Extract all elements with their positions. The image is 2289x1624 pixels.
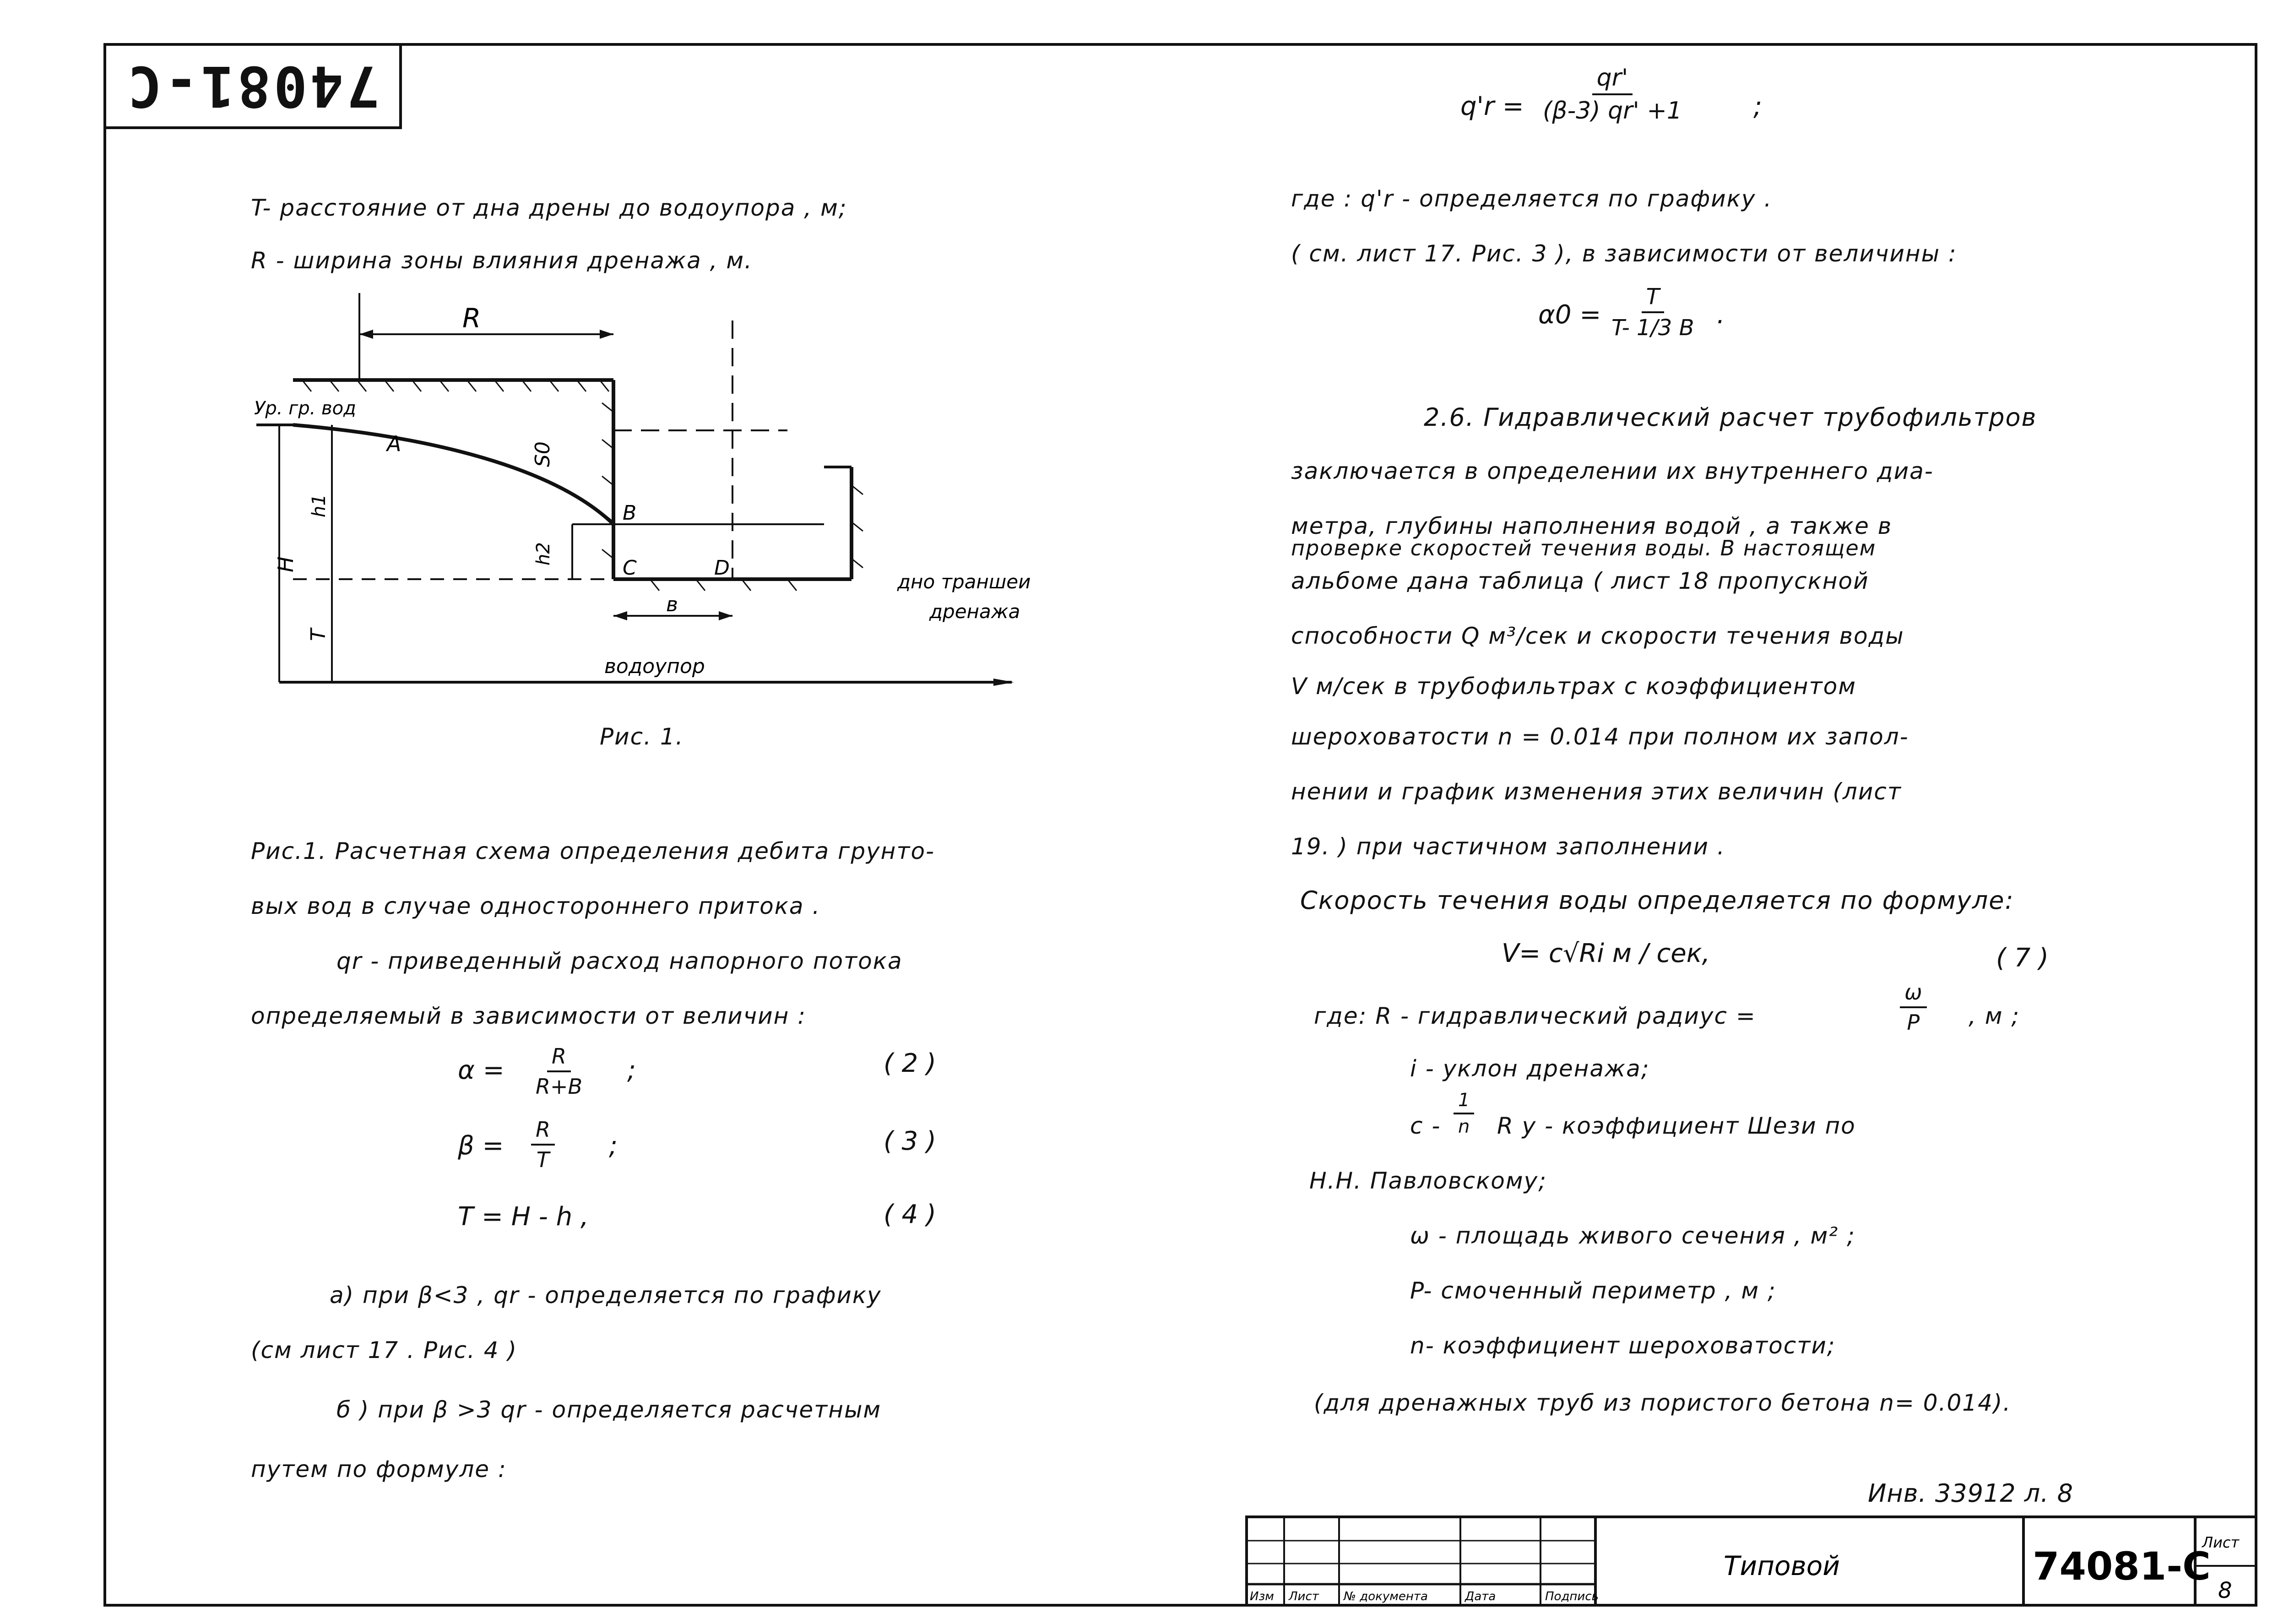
label-A: A <box>387 431 401 456</box>
note-porous-concrete: (для дренажных труб из пористого бетона n= 0.014). <box>1314 1390 2012 1416</box>
stamp-code: 74081-C <box>125 54 380 119</box>
case-b-line1: б ) при β >3 qr - определяется расчетным <box>336 1396 882 1423</box>
definition-R: R - ширина зоны влияния дренажа , м. <box>251 247 753 274</box>
eq7-text: V= c√Ri м / сек, <box>1502 939 1710 968</box>
section-2-6-line8: нении и график изменения этих величин (лист <box>1291 778 1902 805</box>
label-R: R <box>462 303 481 334</box>
tb-header-sign: Подпись <box>1545 1590 1599 1603</box>
case-a-line1: а) при β<3 , qr - определяется по графику <box>330 1282 882 1309</box>
definition-T: T- расстояние от дна дрены до водоупора , м; <box>251 195 847 221</box>
where-R-den: P <box>1907 1010 1920 1035</box>
where-R-text: где: R - гидравлический радиус = <box>1314 1003 1756 1029</box>
section-2-6-line4: альбоме дана таблица ( лист 18 пропускной <box>1291 568 1869 594</box>
section-2-6-line3a: метра, глубины наполнения водой , а также в <box>1291 513 1893 539</box>
eq-top-lhs: q'r = <box>1460 92 1524 121</box>
eq2-fraction <box>531 1044 587 1099</box>
eq3-den: T <box>536 1147 550 1172</box>
figure-caption: Рис. 1. <box>600 723 684 750</box>
eq-alpha0-tail: . <box>1717 300 1725 330</box>
where-c-pre: c - <box>1410 1113 1441 1139</box>
tb-sheet-number: 8 <box>2218 1578 2232 1603</box>
eq2-den: R+B <box>536 1074 583 1099</box>
eq3-num: R <box>531 1117 555 1146</box>
tb-type-label: Типовой <box>1724 1550 1840 1581</box>
eq-alpha0-fraction <box>1607 284 1699 341</box>
where-c-den: n <box>1458 1116 1470 1137</box>
eq2-num: R <box>547 1044 571 1072</box>
speed-formula-intro: Скорость течения воды определяется по формуле: <box>1300 886 2014 915</box>
label-h1: h1 <box>309 494 330 517</box>
section-2-6-line2: заключается в определении их внутреннего диа- <box>1291 458 1934 484</box>
tb-header-doc: № документа <box>1344 1590 1428 1603</box>
where-R-num: ω <box>1900 980 1927 1008</box>
eq-top-tail: ; <box>1753 92 1762 121</box>
section-2-6-line3b: проверке скоростей течения воды. В настоящем <box>1291 536 1877 560</box>
label-B: B <box>623 501 637 525</box>
where-c-post: R y - коэффициент Шези по <box>1497 1113 1856 1139</box>
eq-top-fraction <box>1538 64 1687 125</box>
figure-1-scheme <box>229 275 1076 710</box>
where-n: n- коэффициент шероховатости; <box>1410 1332 1836 1359</box>
tb-sheet-label: Лист <box>2202 1534 2240 1551</box>
para1-line1: Рис.1. Расчетная схема определения дебита грунто- <box>251 838 935 864</box>
label-water-level: Ур. гр. вод <box>254 398 356 419</box>
eq3-fraction <box>531 1117 555 1172</box>
pavlovsky: Н.Н. Павловскому; <box>1309 1168 1547 1194</box>
label-b: в <box>666 593 678 616</box>
label-trench-drainage: дренажа <box>929 600 1020 623</box>
eq3-tail: ; <box>609 1131 618 1161</box>
code-stamp <box>103 43 402 129</box>
label-S0: S0 <box>531 441 554 467</box>
eq4-number: ( 4 ) <box>884 1200 936 1229</box>
tb-header-date: Дата <box>1465 1590 1496 1603</box>
label-D: D <box>714 556 730 580</box>
eq3-lhs: β = <box>458 1131 504 1161</box>
eq2-lhs: α = <box>458 1055 504 1085</box>
label-T: T <box>307 629 330 641</box>
label-H: H <box>273 556 298 572</box>
tb-doc-code: 74081-C <box>2033 1544 2211 1589</box>
section-2-6-line5: способности Q м³/сек и скорости течения воды <box>1291 623 1904 649</box>
label-aquitard: водоупор <box>604 655 705 678</box>
eq-alpha0-num: T <box>1642 284 1664 313</box>
where-c-fraction <box>1454 1090 1474 1137</box>
tb-header-izm: Изм <box>1250 1590 1274 1603</box>
title-block <box>1245 1515 2257 1607</box>
where-i-line: i - уклон дренажа; <box>1410 1055 1650 1082</box>
where-P: P- смоченный периметр , м ; <box>1410 1277 1776 1304</box>
section-2-6-line6: V м/сек в трубофильтрах с коэффициентом <box>1291 673 1856 700</box>
eq3-number: ( 3 ) <box>884 1126 936 1156</box>
case-b-line2: путем по формуле : <box>251 1456 507 1483</box>
inventory-signature: Инв. 33912 л. 8 <box>1868 1479 2074 1508</box>
case-a-line2: (см лист 17 . Рис. 4 ) <box>251 1337 518 1363</box>
label-h2: h2 <box>533 542 554 565</box>
tb-header-list: Лист <box>1289 1590 1319 1603</box>
where-omega: ω - площадь живого сечения , м² ; <box>1410 1222 1855 1249</box>
where-c-num: 1 <box>1454 1090 1474 1114</box>
para2-line1: qr - приведенный расход напорного потока <box>336 948 903 974</box>
section-2-6-line9: 19. ) при частичном заполнении . <box>1291 833 1725 860</box>
eq2-tail: ; <box>627 1055 636 1085</box>
where-see-sheet: ( см. лист 17. Рис. 3 ), в зависимости от величины : <box>1291 240 1957 267</box>
eq7-number: ( 7 ) <box>1996 943 2049 973</box>
para1-line2: вых вод в случае одностороннего притока . <box>251 893 821 919</box>
where-R-tail: , м ; <box>1969 1003 2020 1029</box>
eq2-number: ( 2 ) <box>884 1048 936 1078</box>
eq-alpha0-lhs: α0 = <box>1538 300 1601 330</box>
eq-top-num: qr' <box>1592 64 1633 95</box>
para2-line2: определяемый в зависимости от величин : <box>251 1003 807 1029</box>
eq-alpha0-den: T- 1/3 B <box>1611 315 1694 341</box>
section-2-6-heading: 2.6. Гидравлический расчет трубофильтров <box>1424 403 2037 432</box>
where-R-fraction <box>1900 980 1927 1035</box>
eq-top-den: (β-3) qr' +1 <box>1543 97 1682 125</box>
label-trench-bottom: дно траншеи <box>897 570 1031 593</box>
section-2-6-line7: шероховатости n = 0.014 при полном их запол- <box>1291 723 1909 750</box>
eq4-text: T = H - h , <box>458 1202 589 1232</box>
label-C: C <box>623 556 637 580</box>
where-qr: где : q'r - определяется по графику . <box>1291 185 1773 212</box>
